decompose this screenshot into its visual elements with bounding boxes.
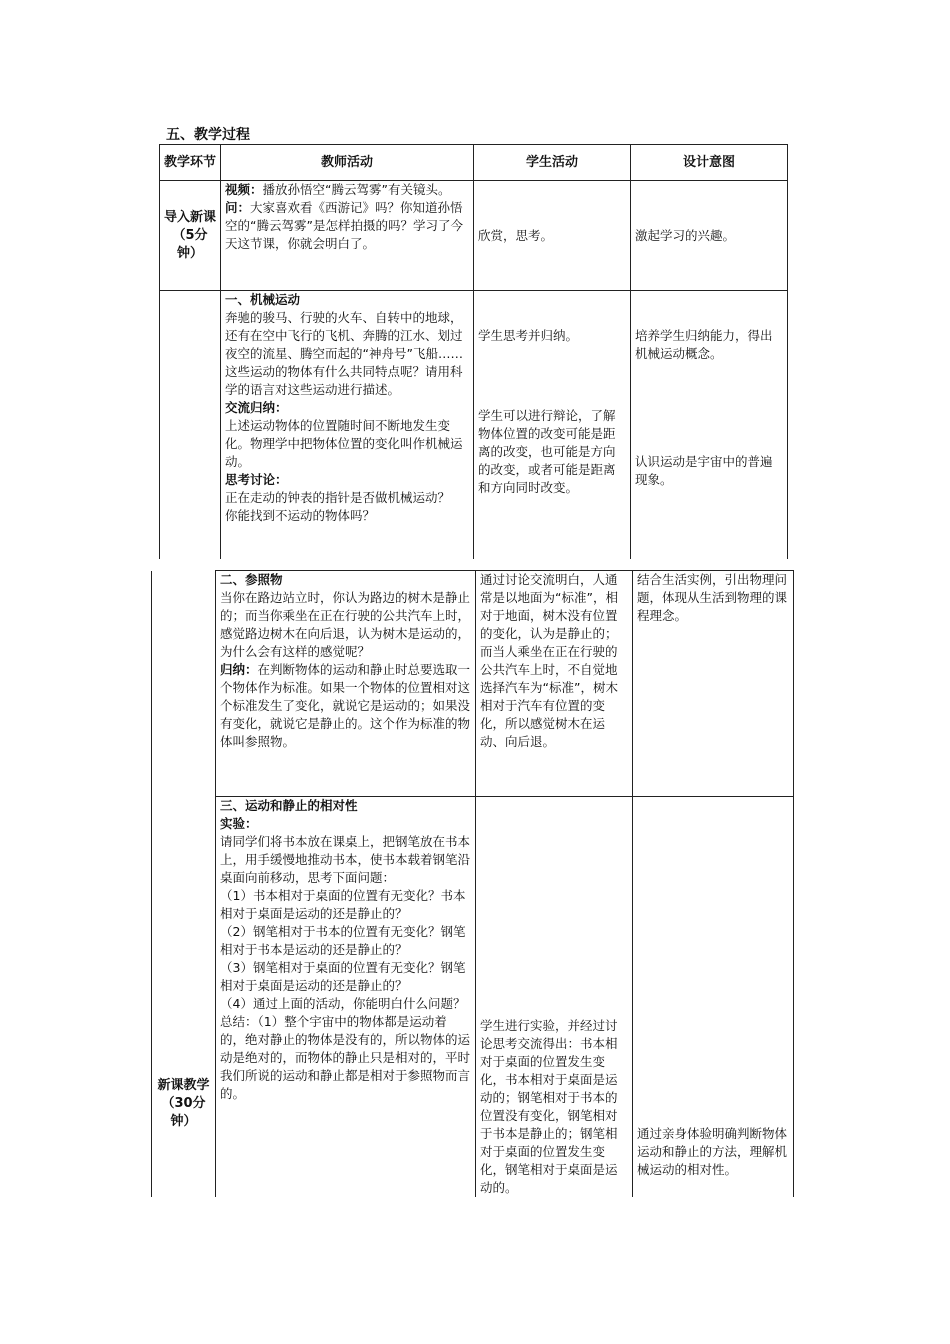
header-student: 学生活动 <box>474 145 631 181</box>
student-intro: 欣赏，思考。 <box>474 181 631 291</box>
table-header-row <box>160 145 788 181</box>
motion-heading: 一、机械运动 <box>225 292 301 307</box>
relative-exp-text: 请同学们将书本放在课桌上，把钢笔放在书本上，用手缓慢地推动书本，使书本载着钢笔沿桌面向前移动，思考下面问题： <box>220 834 471 885</box>
motion-discuss-q1: 正在走动的钟表的指针是否做机械运动？ <box>225 490 451 505</box>
reference-text: 当你在路边站立时，你认为路边的树木是静止的；而当你乘坐在正在行驶的公共汽车上时，感觉路边树木在向后退，认为树木是运动的，为什么会有这样的感觉呢？ <box>220 590 471 659</box>
student-motion <box>474 291 631 559</box>
relative-q4: （4）通过上面的活动，你能明白什么问题？ <box>220 996 466 1011</box>
video-text: 播放孙悟空“腾云驾雾”有关镜头。 <box>262 182 451 197</box>
table-row-intro <box>160 181 788 291</box>
video-label: 视频： <box>225 182 263 197</box>
reference-heading: 二、参照物 <box>220 572 283 587</box>
relative-q1: （1）书本相对于桌面的位置有无变化？书本相对于桌面是运动的还是静止的？ <box>220 888 466 921</box>
student-reference: 通过讨论交流明白，人通常是以地面为“标准”，相对于地面，树木没有位置的变化，认为是静止的；而当人乘坐在正在行驶的公共汽车上时，不自觉地选择汽车为“标准”，树木相对于汽车有位置的变化，所以感觉树木在运动、向后退。 <box>476 571 633 797</box>
reference-summary-label: 归纳： <box>220 662 258 677</box>
motion-intro: 奔驰的骏马、行驶的火车、自转中的地球，还有在空中飞行的飞机、奔腾的江水、划过夜空的流星、腾空而起的“神舟号”飞船……这些运动的物体有什么共同特点呢？请用科学的语言对这些运动进行描述。 <box>225 310 463 397</box>
design-motion-1: 培养学生归纳能力，得出机械运动概念。 <box>635 328 773 361</box>
stage-intro: 导入新课（5分钟） <box>160 181 221 291</box>
student-relative-text: 学生进行实验，并经过讨论思考交流得出：书本相对于桌面的位置发生变化，书本相对于桌面是运动的；钢笔相对于书本的位置没有变化，钢笔相对于书本是静止的；钢笔相对于桌面的位置发生变化，钢笔相对于桌面是运动的。 <box>480 1017 618 1195</box>
ask-label: 问： <box>225 200 251 215</box>
stage-new-lesson-text: 新课教学（30分钟） <box>157 1077 210 1129</box>
header-stage: 教学环节 <box>160 145 221 181</box>
ask-text: 大家喜欢看《西游记》吗？你知道孙悟空的“腾云驾雾”是怎样拍摄的吗？学习了今天这节课，你就会明白了。 <box>225 200 463 251</box>
relative-conclusion: 总结：（1）整个宇宙中的物体都是运动着的，绝对静止的物体是没有的，所以物体的运动是绝对的，而物体的静止只是相对的，平时我们所说的运动和静止都是相对于参照物而言的。 <box>220 1014 471 1101</box>
design-motion <box>631 291 788 559</box>
teacher-motion <box>221 291 474 559</box>
design-relative <box>633 797 794 1197</box>
student-relative <box>476 797 633 1197</box>
student-motion-2: 学生可以进行辩论，了解物体位置的改变可能是距离的改变，也可能是方向的改变，或者可能是距离和方向同时改变。 <box>478 408 616 495</box>
header-teacher: 教师活动 <box>221 145 474 181</box>
teacher-intro <box>221 181 474 291</box>
reference-summary-text: 在判断物体的运动和静止时总要选取一个物体作为标准。如果一个物体的位置相对这个标准发生了变化，就说它是运动的；如果没有变化，就说它是静止的。这个作为标准的物体叫参照物。 <box>220 662 471 749</box>
lesson-table-part2 <box>151 570 794 1197</box>
motion-discuss-label: 思考讨论： <box>225 472 288 487</box>
relative-exp-label: 实验： <box>220 816 258 831</box>
design-motion-2: 认识运动是宇宙中的普遍现象。 <box>635 454 773 487</box>
section-title: 五、教学过程 <box>166 127 250 143</box>
design-intro: 激起学习的兴趣。 <box>631 181 788 291</box>
stage-new-lesson <box>152 571 216 1197</box>
student-motion-1: 学生思考并归纳。 <box>478 328 579 343</box>
motion-discuss-q2: 你能找到不运动的物体吗？ <box>225 508 376 523</box>
header-design: 设计意图 <box>631 145 788 181</box>
teacher-reference <box>216 571 476 797</box>
relative-heading: 三、运动和静止的相对性 <box>220 798 358 813</box>
table-row-reference <box>152 571 794 797</box>
motion-summary-text: 上述运动物体的位置随时间不断地发生变化。物理学中把物体位置的变化叫作机械运动。 <box>225 418 463 469</box>
design-reference: 结合生活实例，引出物理问题，体现从生活到物理的课程理念。 <box>633 571 794 797</box>
lesson-table-part1 <box>159 144 788 559</box>
table-row-motion <box>160 291 788 559</box>
design-relative-text: 通过亲身体验明确判断物体运动和静止的方法，理解机械运动的相对性。 <box>637 1125 788 1177</box>
teacher-relative <box>216 797 476 1197</box>
relative-q3: （3）钢笔相对于桌面的位置有无变化？钢笔相对于桌面是运动的还是静止的？ <box>220 960 466 993</box>
stage-empty <box>160 291 221 559</box>
table-row-relative <box>152 797 794 1197</box>
relative-q2: （2）钢笔相对于书本的位置有无变化？钢笔相对于书本是运动的还是静止的？ <box>220 924 466 957</box>
motion-summary-label: 交流归纳： <box>225 400 288 415</box>
